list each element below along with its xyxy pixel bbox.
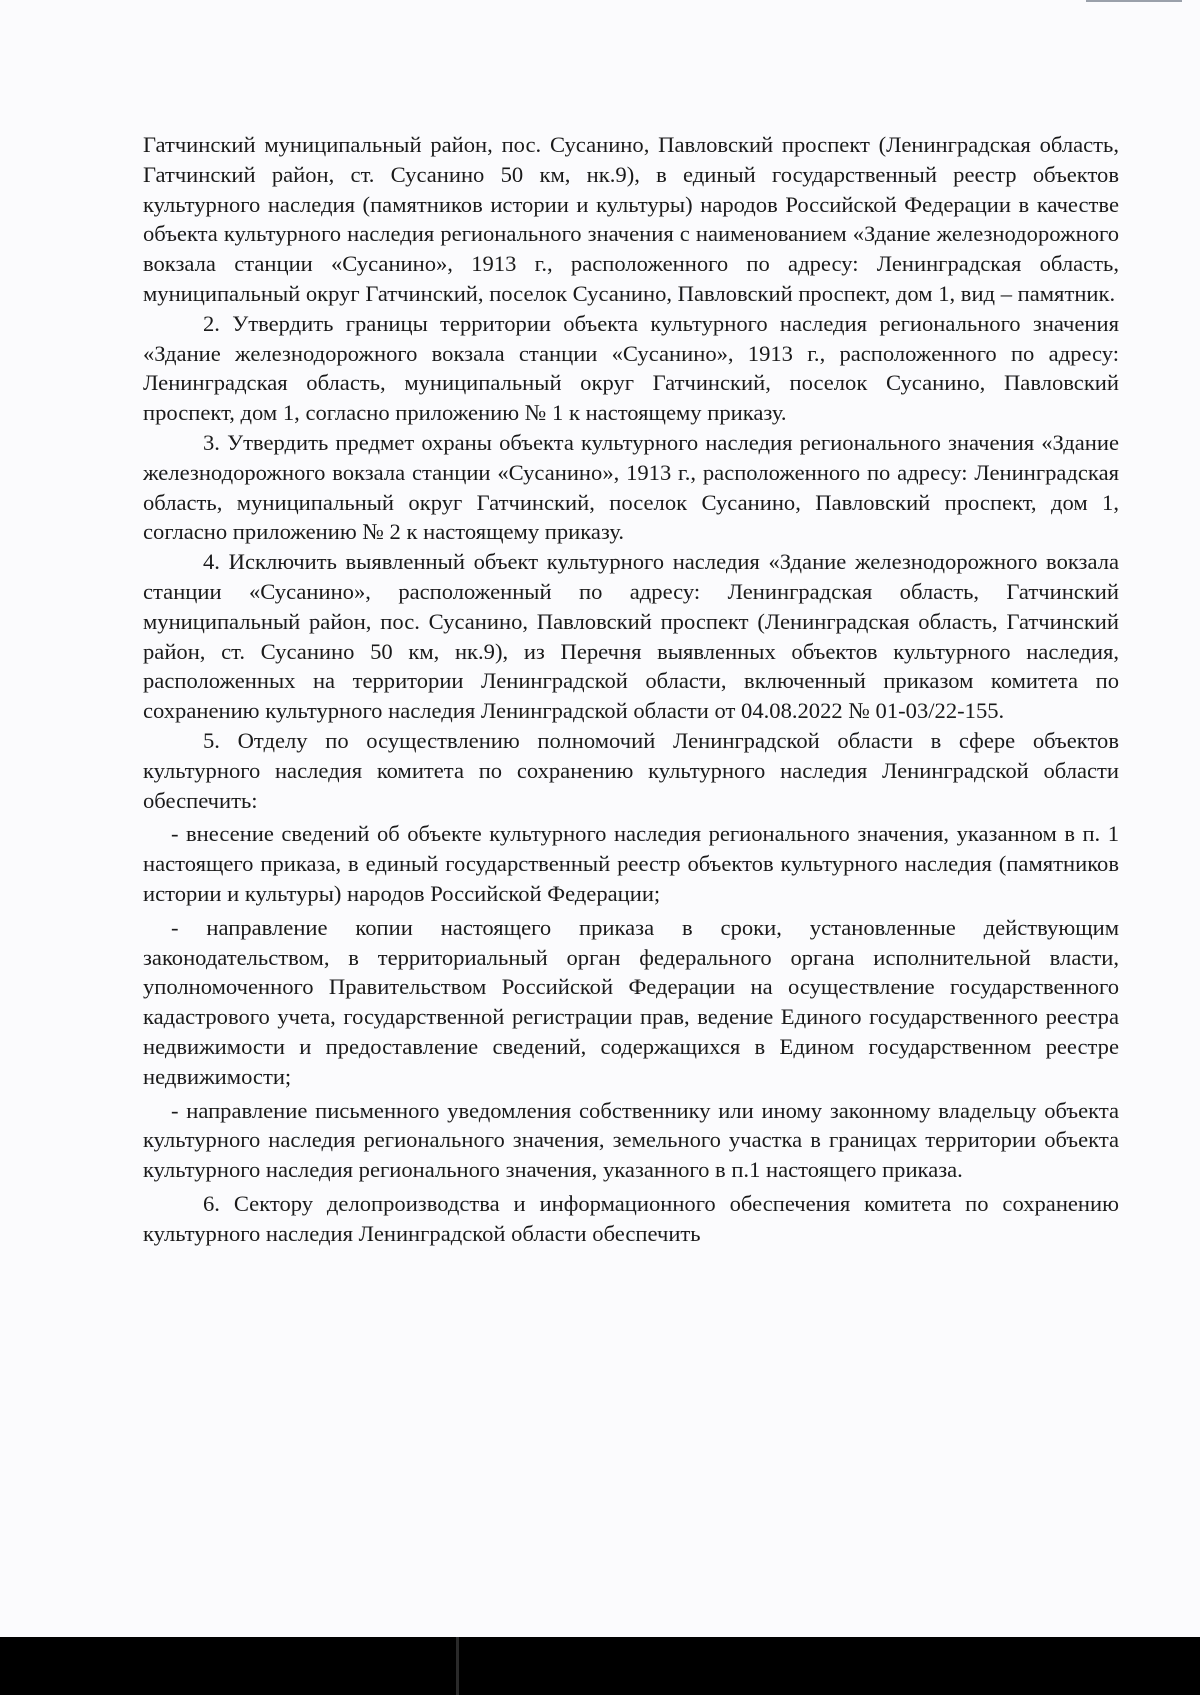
paragraph-item-5: 5. Отделу по осуществлению полномочий Ленинградской области в сфере объектов культурного наследия комитета по сохранению культурного наследия Ленинградской области обеспечить:: [143, 727, 1119, 813]
document-body: [143, 130, 1119, 1248]
scan-footer-divider: [456, 1637, 459, 1695]
paragraph-item-2: 2. Утвердить границы территории объекта культурного наследия регионального значения «Здание железнодорожного вокзала станции «Сусанино», 1913 г., расположенного по адресу: Ленинградская область, муниципальный округ Гатчинский, поселок Сусанино, Павловский проспект, дом 1, согласно приложению № 1 к настоящему приказу.: [143, 310, 1119, 426]
scan-edge-mark: [1086, 0, 1182, 2]
paragraph-dash-3: - направление письменного уведомления собственнику или иному законному владельцу объекта культурного наследия регионального значения, земельного участка в границах территории объекта культурного наследия регионального значения, указанного в п.1 настоящего приказа.: [143, 1097, 1119, 1183]
paragraph-dash-1: - внесение сведений об объекте культурного наследия регионального значения, указанном в п. 1 настоящего приказа, в единый государственный реестр объектов культурного наследия (памятников истории и культуры) народов Российской Федерации;: [143, 821, 1119, 906]
paragraph-item-6: 6. Сектору делопроизводства и информационного обеспечения комитета по сохранению культурного наследия Ленинградской области обеспечить: [143, 1190, 1119, 1246]
paragraph-continuation: Гатчинский муниципальный район, пос. Сусанино, Павловский проспект (Ленинградская область, Гатчинский район, ст. Сусанино 50 км, нк.9), в единый государственный реестр объектов культурного наследия (памятников истории и культуры) народов Российской Федерации в качестве объекта культурного наследия регионального значения с наименованием «Здание железнодорожного вокзала станции «Сусанино», 1913 г., расположенного по адресу: Ленинградская область, муниципальный округ Гатчинский, поселок Сусанино, Павловский проспект, дом 1, вид – памятник.: [143, 132, 1119, 306]
paragraph-item-4: 4. Исключить выявленный объект культурного наследия «Здание железнодорожного вокзала станции «Сусанино», расположенный по адресу: Ленинградская область, Гатчинский муниципальный район, пос. Сусанино, Павловский проспект (Ленинградская область, Гатчинский район, ст. Сусанино 50 км, нк.9), из Перечня выявленных объектов культурного наследия, расположенных на территории Ленинградской области, включенный приказом комитета по сохранению культурного наследия Ленинградской области от 04.08.2022 № 01-03/22-155.: [143, 549, 1119, 724]
paragraph-item-3: 3. Утвердить предмет охраны объекта культурного наследия регионального значения «Здание железнодорожного вокзала станции «Сусанино», 1913 г., расположенного по адресу: Ленинградская область, муниципальный округ Гатчинский, поселок Сусанино, Павловский проспект, дом 1, согласно приложению № 2 к настоящему приказу.: [143, 429, 1119, 545]
paragraph-dash-2: - направление копии настоящего приказа в сроки, установленные действующим законодательством, в территориальный орган федерального органа исполнительной власти, уполномоченного Правительством Российской Федерации на осуществление государственного кадастрового учета, государственной регистрации прав, ведение Единого государственного реестра недвижимости и предоставление сведений, содержащихся в Едином государственном реестре недвижимости;: [143, 914, 1119, 1089]
scan-footer-band: [0, 1637, 1200, 1695]
